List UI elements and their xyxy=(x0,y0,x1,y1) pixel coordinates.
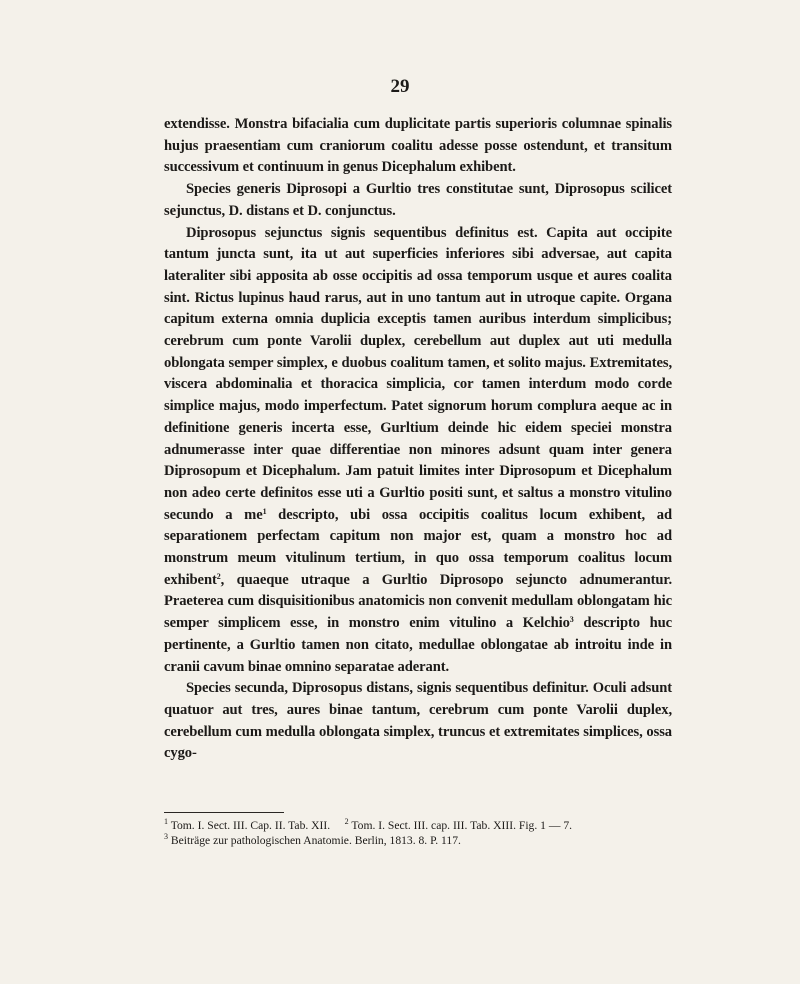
paragraph-3-part-1: Diprosopus sejunctus signis sequentibus definitus est. Capita aut occipite tantum juncta sunt, ita ut aut superficies inferiores sibi adversae, aut capita lateraliter sibi apposita ab osse occipitis ad ossa temporum usque et aures coalita sint. Rictus lupinus haud rarus, aut in uno tantum aut in utroque capite. Organa capitum externa omnia duplicia exceptis tamen auribus interdum simplicibus; cerebrum cum ponte Varolii duplex, cerebellum aut duplex aut uti medulla oblongata semper simplex, e duobus coalitum tamen, et solito majus. Extremitates, viscera abdominalia et thoracica simplicia, cor tamen interdum modo corde simplice majus, modo imperfectum. Patet signorum horum complura aeque ac in definitione generis incerta esse, Gurltium deinde hic eidem speciei monstra adnumerasse inter quae differentiae non minores adsunt quam inter genera Diprosopum et Dicephalum. Jam patuit limites inter Diprosopum et Dicephalum non adeo certe definitos esse uti a Gurltio positi sunt, et saltus a monstro vitulino secundo a me xyxy=(164,224,672,523)
paragraph-1: extendisse. Monstra bifacialia cum duplicitate partis superioris columnae spinalis hujus praesentiam cum craniorum coalitu adesse posse ostendunt, et transitum successivum et continuum in genus Dicephalum exhibent. xyxy=(164,116,672,176)
paragraph-4: Species secunda, Diprosopus distans, signis sequentibus definitur. Oculi adsunt quatuor aut tres, aures binae tantum, cerebrum cum ponte Varolii duplex, cerebellum cum medulla oblongata simplex, truncus et extremitates simplices, ossa cygo- xyxy=(164,680,672,762)
footnotes xyxy=(164,818,672,848)
paragraph-3-part-4: descripto huc pertinente, a Gurltio tamen non citato, medullae oblongatae ab introitu inde in cranii cavum binae omnino separatae aderant. xyxy=(164,615,672,675)
footnote-line-1 xyxy=(164,818,672,833)
footnote-mark-2: 2 xyxy=(216,571,221,581)
footnote-3: Beiträge zur pathologischen Anatomie. Berlin, 1813. 8. P. 117. xyxy=(170,834,461,847)
body-text xyxy=(164,114,672,765)
footnote-line-2 xyxy=(164,833,672,848)
footnote-2-mark: 2 xyxy=(344,818,349,826)
paragraph-3 xyxy=(164,223,672,679)
paragraph-3-part-3: , quaeque utraque a Gurltio Diprosopo sejuncto adnumerantur. Praeterea cum disquisitionibus anatomicis non convenit medullam oblongatam hic semper simplicem esse, in monstro enim vitulino a Kelchio xyxy=(164,571,672,632)
paragraph-2: Species generis Diprosopi a Gurltio tres constitutae sunt, Diprosopus scilicet sejunctus, D. distans et D. conjunctus. xyxy=(164,181,672,219)
footnote-1-mark: 1 xyxy=(164,818,168,826)
footnote-mark-3: 3 xyxy=(569,615,574,625)
footnote-1: Tom. I. Sect. III. Cap. II. Tab. XII. xyxy=(170,819,331,832)
footnote-3-mark: 3 xyxy=(164,833,168,841)
paragraph-3-part-2: descripto, ubi ossa occipitis coalitus locum exhibent, ad separationem perfectam capitum non major est, quam a monstro hoc ad monstrum meum vitulinum tertium, in quo ossa temporum coalitus locum exhibent xyxy=(164,506,672,588)
footnote-mark-1: 1 xyxy=(262,506,267,516)
footnote-divider xyxy=(164,812,284,813)
page-number: 29 xyxy=(390,76,410,97)
footnote-2: Tom. I. Sect. III. cap. III. Tab. XIII. Fig. 1 — 7. xyxy=(351,819,573,832)
